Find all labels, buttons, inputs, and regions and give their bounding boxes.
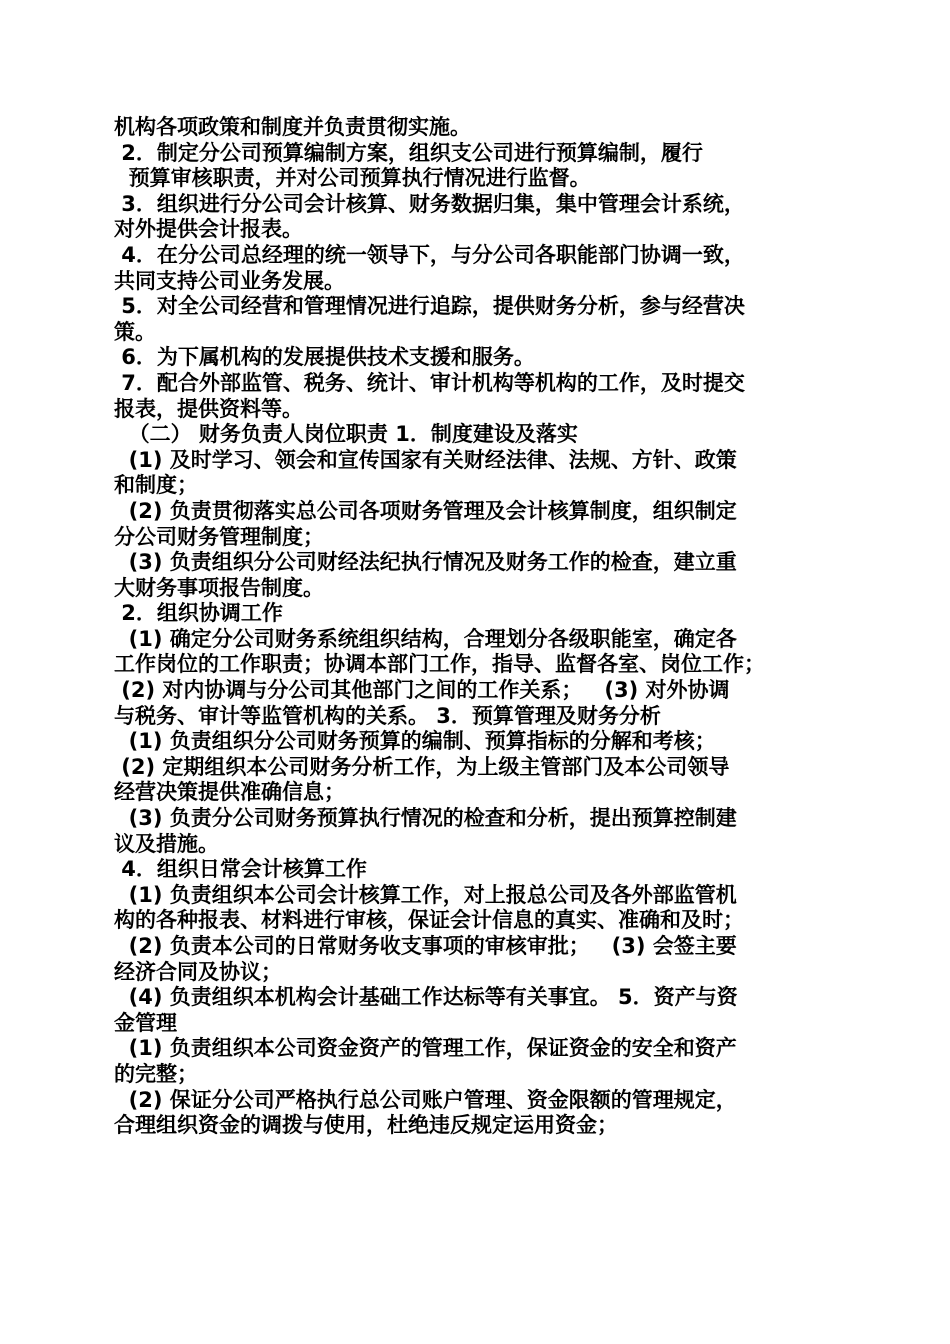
- text-line: (1) 确定分公司财务系统组织结构，合理划分各级职能室，确定各: [114, 626, 737, 651]
- text-line: 共同支持公司业务发展。: [114, 268, 345, 293]
- text-line: 4．在分公司总经理的统一领导下，与分公司各职能部门协调一致，: [114, 242, 745, 267]
- text-line: (2) 负责本公司的日常财务收支事项的审核审批； (3) 会签主要: [114, 934, 737, 958]
- text-line: 工作岗位的工作职责；协调本部门工作，指导、监督各室、岗位工作；: [114, 652, 765, 677]
- text-line: 预算审核职责，并对公司预算执行情况进行监督。: [114, 166, 591, 191]
- text-line: (1) 及时学习、领会和宣传国家有关财经法律、法规、方针、政策: [114, 447, 737, 472]
- text-line: 与税务、审计等监管机构的关系。 3．预算管理及财务分析: [114, 703, 661, 728]
- text-line: 3．组织进行分公司会计核算、财务数据归集，集中管理会计系统，: [114, 191, 745, 216]
- text-line: 合理组织资金的调拨与使用，杜绝违反规定运用资金；: [114, 1113, 618, 1138]
- text-line: 5．对全公司经营和管理情况进行追踪，提供财务分析，参与经营决: [114, 294, 745, 319]
- text-line: 分公司财务管理制度；: [114, 524, 324, 549]
- body-text: [114, 115, 844, 1139]
- text-line: (1) 负责组织本公司资金资产的管理工作，保证资金的安全和资产: [114, 1036, 737, 1061]
- text-line: (2) 负责贯彻落实总公司各项财务管理及会计核算制度，组织制定: [114, 498, 737, 523]
- text-line: 的完整；: [114, 1061, 198, 1086]
- text-line: (1) 负责组织本公司会计核算工作，对上报总公司及各外部监管机: [114, 882, 737, 907]
- text-line: 机构各项政策和制度并负责贯彻实施。: [114, 115, 471, 139]
- text-line: （二） 财务负责人岗位职责 1．制度建设及落实: [114, 422, 578, 447]
- text-line: 对外提供会计报表。: [114, 217, 303, 242]
- text-line: 经济合同及协议；: [114, 959, 282, 984]
- text-line: 2．制定分公司预算编制方案，组织支公司进行预算编制，履行: [114, 140, 703, 165]
- text-line: 策。: [114, 319, 156, 344]
- text-line: 报表，提供资料等。: [114, 396, 303, 421]
- text-line: 议及措施。: [114, 831, 219, 856]
- text-line: (2) 对内协调与分公司其他部门之间的工作关系； (3) 对外协调: [114, 678, 730, 703]
- text-line: 大财务事项报告制度。: [114, 575, 324, 600]
- text-line: 2．组织协调工作: [114, 601, 283, 626]
- text-line: (2) 定期组织本公司财务分析工作，为上级主管部门及本公司领导: [114, 754, 730, 779]
- text-line: (3) 负责组织分公司财经法纪执行情况及财务工作的检查，建立重: [114, 550, 737, 575]
- text-line: 和制度；: [114, 473, 198, 498]
- text-line: 6．为下属机构的发展提供技术支援和服务。: [114, 345, 535, 370]
- text-line: (2) 保证分公司严格执行总公司账户管理、资金限额的管理规定，: [114, 1087, 737, 1112]
- text-line: 7．配合外部监管、税务、统计、审计机构等机构的工作，及时提交: [114, 370, 745, 395]
- text-line: 经营决策提供准确信息；: [114, 780, 345, 805]
- text-line: (4) 负责组织本机构会计基础工作达标等有关事宜。 5．资产与资: [114, 985, 738, 1010]
- text-line: 4．组织日常会计核算工作: [114, 857, 367, 882]
- text-line: (3) 负责分公司财务预算执行情况的检查和分析，提出预算控制建: [114, 806, 737, 831]
- text-line: (1) 负责组织分公司财务预算的编制、预算指标的分解和考核；: [114, 729, 716, 754]
- text-line: 金管理: [114, 1010, 177, 1035]
- text-line: 构的各种报表、材料进行审核，保证会计信息的真实、准确和及时；: [114, 908, 744, 933]
